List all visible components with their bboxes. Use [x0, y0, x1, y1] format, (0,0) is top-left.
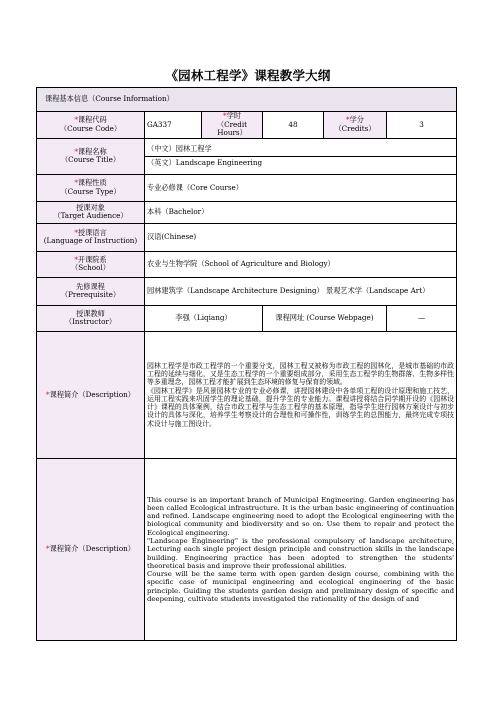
course-code-value: GA337 — [145, 112, 202, 139]
credit-hours-label: *学时 （Credit Hours） — [202, 112, 263, 139]
course-type-row — [37, 174, 457, 201]
language-label: *授课语言 (Language of Instruction) — [37, 223, 145, 251]
credits-value: 3 — [387, 112, 457, 139]
instructor-row — [37, 305, 457, 331]
audience-value: 本科（Bachelor） — [145, 201, 457, 223]
course-info-table — [36, 87, 457, 641]
prerequisite-1: 园林建筑学（Landscape Architecture Designing） — [147, 286, 324, 296]
description-en-text — [145, 458, 457, 640]
course-title-label: *课程名称 （Course Title） — [37, 138, 145, 174]
description-cn-label: *课程简介（Description） — [37, 331, 145, 458]
section-header: 课程基本信息（Course Information） — [37, 88, 457, 112]
school-row — [37, 251, 457, 277]
description-en-p1: This course is an important branch of Municipal Engineering. Garden engineering has been called Ecological infrastructure. It is the urban basic engineering of continuation and refined. Landscape engineering need to adopt the Ecological engineering with the biological community and biodiversity and so on. Use them to repair and protect the Ecological engineering. — [147, 495, 455, 537]
course-title-row — [37, 138, 457, 174]
prerequisite-2: 景观艺术学（Landscape Art） — [326, 286, 430, 296]
instructor-label: 授课教师 （Instructor） — [37, 305, 145, 331]
course-code-row — [37, 112, 457, 139]
description-en-p2: "Landscape Engineering" is the professional compulsory of landscape architecture, Lecturing each single project design principle and construction skills in the landscape building. Engineering practice has been adopted to strengthen the students' theoretical basis and improve their professional abilities. — [147, 537, 455, 570]
course-title-cn: （中文）园林工程学 — [147, 144, 212, 154]
prerequisite-label: 先修课程 （Prerequisite） — [37, 277, 145, 305]
audience-row — [37, 201, 457, 223]
school-label: *开课院系 （School） — [37, 251, 145, 277]
credits-label: *学分 （Credits） — [324, 112, 387, 139]
description-en-p3: Course will be the same term with open garden design course, combining with the specific case of municipal engineering and ecological engineering of the basic principle. Guiding the students garden design and preliminary design of specific and deepening, cultivate students investigated the rationality of the design of and — [147, 570, 455, 603]
course-title-value — [145, 138, 457, 174]
credit-hours-value: 48 — [263, 112, 324, 139]
webpage-value: — — [387, 305, 457, 331]
course-type-value: 专业必修课（Core Course） — [145, 174, 457, 201]
audience-label: 授课对象 （Target Audience） — [37, 201, 145, 223]
description-cn-p2: 《园林工程学》是风景园林专业的专业必修课，讲授园林建设中各单项工程的设计原理和施工技艺，运用工程实践来巩固学生的理论基础，提升学生的专业能力。课程讲授将结合同学期开设的《园林设计》课程的具体案例，结合市政工程学与生态工程学的基本原理，指导学生进行园林方案设计与初步设计的具体与深化，培养学生考察设计的合理性和可操作性，训练学生的总图能力，最终完成专项技术设计与施工图设计。 — [147, 386, 455, 428]
school-value: 农业与生物学院（School of Agriculture and Biology） — [145, 251, 457, 277]
page-title: 《园林工程学》课程教学大纲 — [165, 68, 331, 83]
description-cn-row — [37, 331, 457, 458]
language-row — [37, 223, 457, 251]
description-cn-p1: 园林工程学是市政工程学的一个重要分支，园林工程又被称为市政工程的园林化，是城市基础的市政工程的延续与细化，又是生态工程学的一个重要组成部分，采用生态工程学的生物群落、生物多样性等多重理念，园林工程才能扩展到生态环境的修复与保育的领域。 — [147, 361, 455, 387]
prerequisite-row — [37, 277, 457, 305]
section-header-row — [37, 88, 457, 112]
description-en-row — [37, 458, 457, 640]
course-code-label: *课程代码 （Course Code） — [37, 112, 145, 139]
description-en-label: *课程简介（Description） — [37, 458, 145, 640]
webpage-label: 课程网址 (Course Webpage) — [263, 305, 387, 331]
language-value: 汉语(Chinese) — [145, 223, 457, 251]
description-cn-text — [145, 331, 457, 458]
instructor-value: 李强（Liqiang） — [145, 305, 263, 331]
course-title-en: （英文）Landscape Engineering — [145, 156, 456, 170]
course-type-label: *课程性质 （Course Type） — [37, 174, 145, 201]
prerequisite-value — [145, 277, 457, 305]
